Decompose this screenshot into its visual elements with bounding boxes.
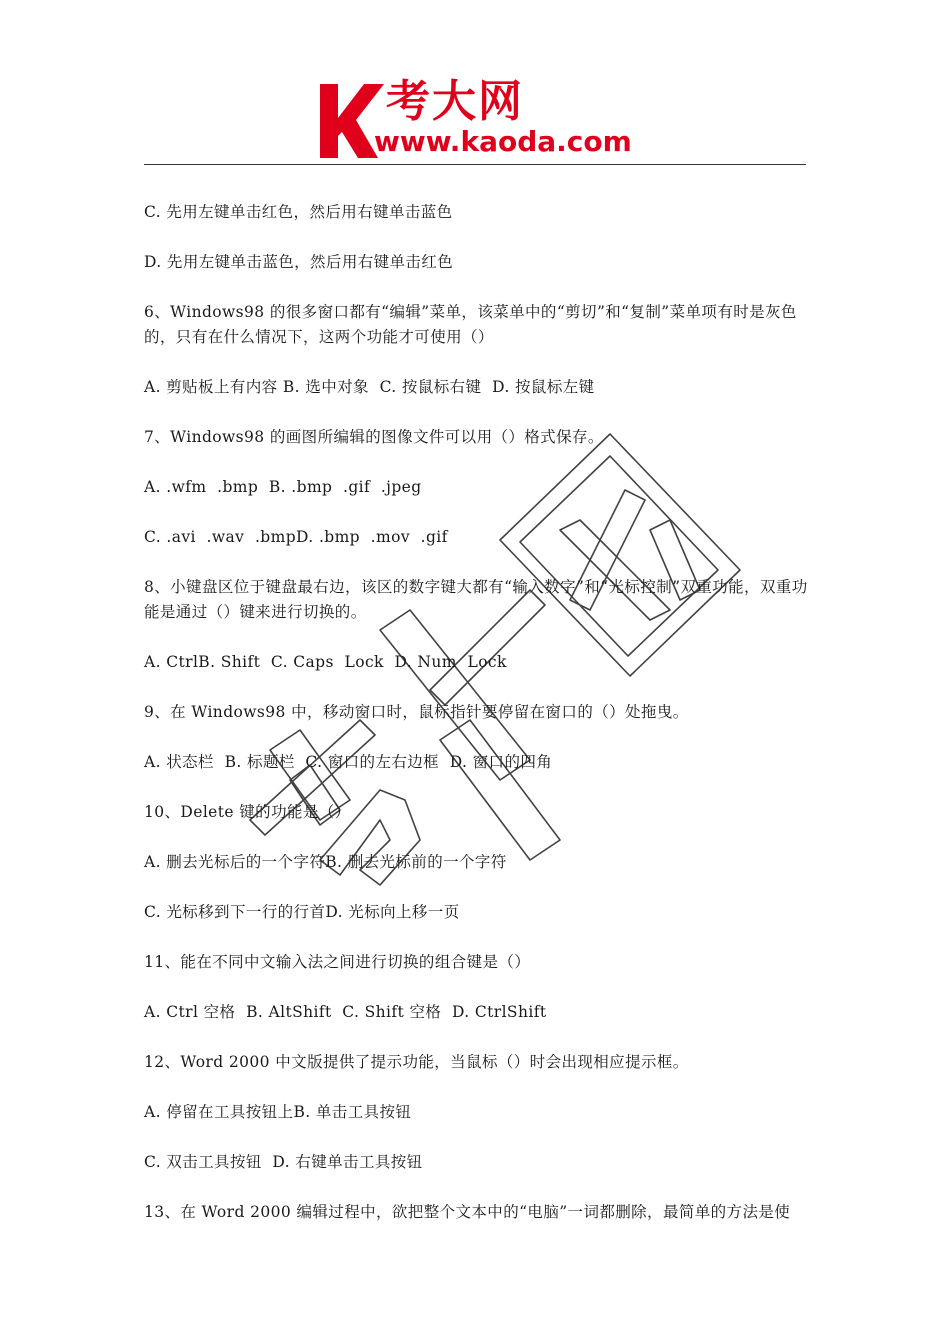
option-line: A. 删去光标后的一个字符B. 删去光标前的一个字符: [144, 853, 507, 871]
option-line: C. 双击工具按钮 D. 右键单击工具按钮: [144, 1153, 423, 1171]
option-line: C. 光标移到下一行的行首D. 光标向上移一页: [144, 903, 460, 921]
option-line: C. .avi .wav .bmpD. .bmp .mov .gif: [144, 528, 448, 546]
question-text: 10、Delete 键的功能是（）: [144, 803, 351, 821]
question-text: 7、Windows98 的画图所编辑的图像文件可以用（）格式保存。: [144, 428, 604, 446]
option-line: A. 停留在工具按钮上B. 单击工具按钮: [144, 1103, 412, 1121]
option-line: A. 剪贴板上有内容 B. 选中对象 C. 按鼠标右键 D. 按鼠标左键: [144, 378, 595, 396]
question-text: 9、在 Windows98 中，移动窗口时，鼠标指针要停留在窗口的（）处拖曳。: [144, 703, 689, 721]
document-body: [144, 200, 810, 1225]
option-line: D. 先用左键单击蓝色，然后用右键单击红色: [144, 253, 454, 271]
option-line: A. CtrlB. Shift C. Caps Lock D. Num Lock: [144, 653, 507, 671]
option-line: A. Ctrl 空格 B. AltShift C. Shift 空格 D. CtrlShift: [144, 1003, 547, 1021]
kaoda-logo: [316, 78, 646, 164]
question-text: 12、Word 2000 中文版提供了提示功能，当鼠标（）时会出现相应提示框。: [144, 1053, 689, 1071]
question-text: 11、能在不同中文输入法之间进行切换的组合键是（）: [144, 953, 531, 971]
question-text: 13、在 Word 2000 编辑过程中，欲把整个文本中的“电脑”一词都删除，最简单的方法是使: [144, 1203, 791, 1221]
question-text: 6、Windows98 的很多窗口都有“编辑”菜单，该菜单中的“剪切”和“复制”菜单项有时是灰色的，只有在什么情况下，这两个功能才可使用（）: [144, 303, 797, 346]
option-line: C. 先用左键单击红色，然后用右键单击蓝色: [144, 203, 453, 221]
header-divider: [144, 164, 806, 165]
option-line: A. .wfm .bmp B. .bmp .gif .jpeg: [144, 478, 422, 496]
question-text: 8、小键盘区位于键盘最右边，该区的数字键大都有“输入数字”和“光标控制”双重功能，双重功能是通过（）键来进行切换的。: [144, 578, 808, 621]
page-header: [0, 0, 950, 170]
option-line: A. 状态栏 B. 标题栏 C. 窗口的左右边框 D. 窗口的四角: [144, 753, 553, 771]
logo-chinese-text: 考大网: [386, 76, 524, 127]
logo-url-text: www.kaoda.com: [374, 125, 632, 158]
